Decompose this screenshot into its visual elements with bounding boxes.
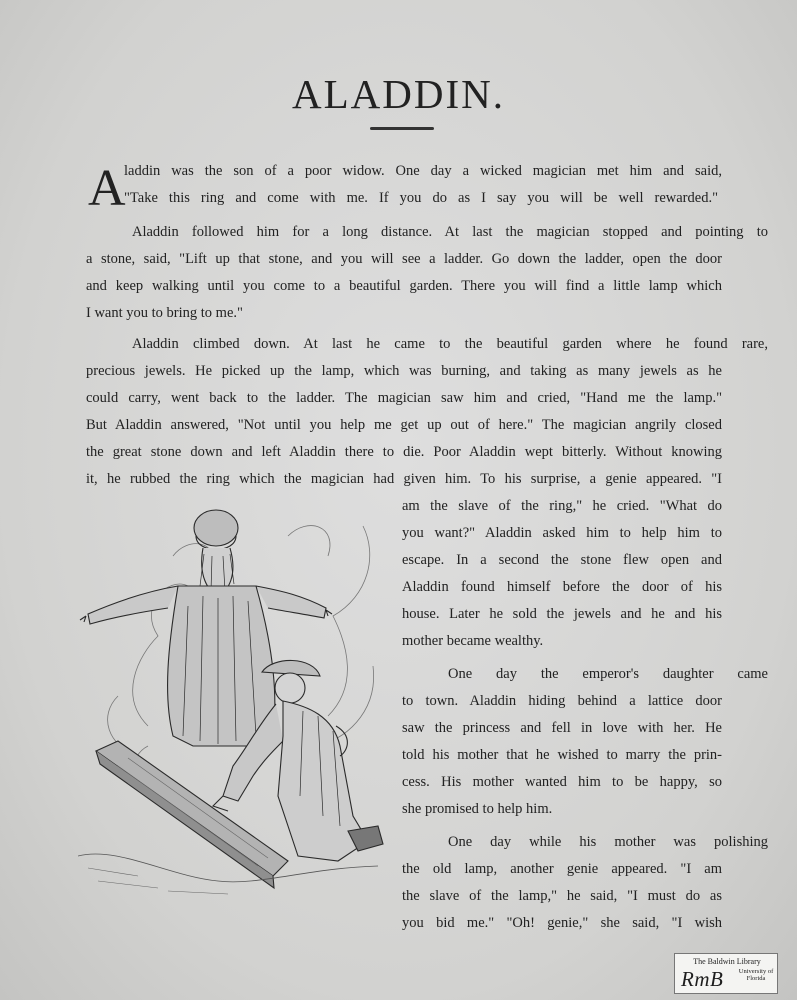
- column-line: escape. In a second the stone flew open and: [402, 552, 722, 568]
- title-rule: [370, 127, 434, 130]
- column-line: One day the emperor's daughter came: [448, 666, 768, 682]
- column-line: house. Later he sold the jewels and he and his: [402, 606, 722, 622]
- column-line: the old lamp, another genie appeared. "I am: [402, 861, 722, 877]
- column-line: to town. Aladdin hiding behind a lattice door: [402, 693, 722, 709]
- column-line: the slave of the lamp," he said, "I must do as: [402, 888, 722, 904]
- university-name: University of Florida: [738, 968, 774, 982]
- text-line: it, he rubbed the ring which the magician had given him. To his surprise, a genie appeared. "I: [86, 471, 722, 487]
- library-name: The Baldwin Library: [693, 957, 761, 966]
- text-line: and keep walking until you come to a beautiful garden. There you will find a little lamp which: [86, 278, 722, 294]
- column-line: Aladdin found himself before the door of his: [402, 579, 722, 595]
- column-line: she promised to help him.: [402, 801, 553, 817]
- column-line: mother became wealthy.: [402, 633, 544, 649]
- text-line: But Aladdin answered, "Not until you help me get up out of here." The magician angrily closed: [86, 417, 722, 433]
- text-line: could carry, went back to the ladder. The magician saw him and cried, "Hand me the lamp.": [86, 390, 722, 406]
- column-line: One day while his mother was polishing: [448, 834, 768, 850]
- text-line: a stone, said, "Lift up that stone, and you will see a ladder. Go down the ladder, open the door: [86, 251, 722, 267]
- column-line: you want?" Aladdin asked him to help him to: [402, 525, 722, 541]
- column-line: you bid me." "Oh! genie," she said, "I wish: [402, 915, 722, 931]
- library-mark: RmB: [681, 967, 724, 991]
- column-line: told his mother that he wished to marry the prin-: [402, 747, 722, 763]
- text-line: I want you to bring to me.": [86, 305, 243, 321]
- column-line: cess. His mother wanted him to be happy, so: [402, 774, 722, 790]
- column-line: saw the princess and fell in love with her. He: [402, 720, 722, 736]
- text-line: Aladdin followed him for a long distance. At last the magician stopped and pointing to: [132, 224, 768, 240]
- library-stamp: [674, 953, 778, 994]
- text-line: laddin was the son of a poor widow. One day a wicked magician met him and said,: [124, 163, 722, 179]
- text-line: Aladdin climbed down. At last he came to the beautiful garden where he found rare,: [132, 336, 768, 352]
- engraving-illustration: [78, 496, 398, 906]
- drop-cap: A: [88, 160, 126, 217]
- column-line: am the slave of the ring," he cried. "What do: [402, 498, 722, 514]
- text-line: "Take this ring and come with me. If you do as I say you will be well rewarded.": [124, 190, 718, 206]
- text-line: the great stone down and left Aladdin there to die. Poor Aladdin wept bitterly. Without knowing: [86, 444, 722, 460]
- text-line: precious jewels. He picked up the lamp, which was burning, and taking as many jewels as he: [86, 363, 722, 379]
- page-title: ALADDIN.: [292, 71, 505, 117]
